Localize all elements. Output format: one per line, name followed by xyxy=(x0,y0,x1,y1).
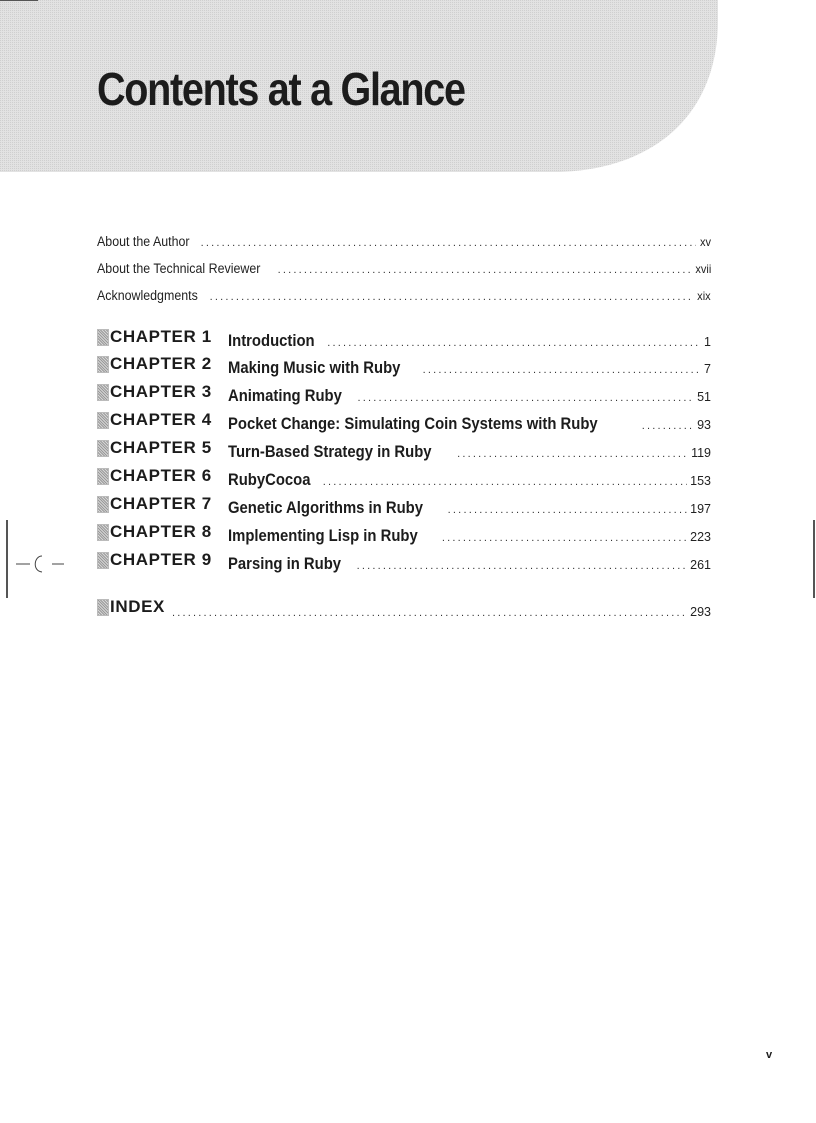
toc-chapter-7[interactable] xyxy=(97,494,711,518)
dot-leader xyxy=(210,291,694,303)
chapter-label: CHAPTER 2 xyxy=(110,354,212,373)
chapter-label: CHAPTER 7 xyxy=(110,494,212,513)
chapter-marker-icon xyxy=(97,329,109,346)
left-bracket-mark xyxy=(6,520,8,598)
chapter-marker-icon xyxy=(97,384,109,401)
chapter-marker-icon xyxy=(97,440,109,457)
chapter-page: 261 xyxy=(690,557,711,572)
chapter-title: RubyCocoa xyxy=(228,470,311,489)
chapter-title: Pocket Change: Simulating Coin Systems with Ruby xyxy=(228,414,598,433)
chapter-label: CHAPTER 6 xyxy=(110,466,212,485)
chapter-title: Turn-Based Strategy in Ruby xyxy=(228,442,432,461)
chapter-label: CHAPTER 8 xyxy=(110,522,212,541)
chapter-label: CHAPTER 1 xyxy=(110,327,212,346)
toc-chapter-5[interactable] xyxy=(97,438,711,462)
toc-chapter-1[interactable] xyxy=(97,327,711,351)
toc-chapter-3[interactable] xyxy=(97,382,711,406)
chapter-title: Parsing in Ruby xyxy=(228,554,342,573)
toc-entry-about-author[interactable] xyxy=(97,234,711,249)
crop-mark-icon xyxy=(16,551,66,577)
toc-chapter-4[interactable] xyxy=(97,410,711,434)
dot-leader xyxy=(423,364,701,376)
right-bracket-mark xyxy=(813,520,815,598)
chapter-marker-icon xyxy=(97,496,109,513)
toc-entry-title: Acknowledgments xyxy=(97,288,198,303)
chapter-label: CHAPTER 3 xyxy=(110,382,212,401)
toc-entry-technical-reviewer[interactable] xyxy=(97,261,711,276)
chapter-page: 51 xyxy=(697,389,711,404)
toc-chapter-2[interactable] xyxy=(97,354,711,378)
chapter-marker-icon xyxy=(97,468,109,485)
chapter-label: CHAPTER 4 xyxy=(110,410,212,429)
dot-leader xyxy=(448,504,687,516)
chapter-page: 7 xyxy=(704,361,711,376)
index-page: 293 xyxy=(690,604,711,619)
chapter-page: 223 xyxy=(690,529,711,544)
chapter-label: CHAPTER 5 xyxy=(110,438,212,457)
chapter-marker-icon xyxy=(97,356,109,373)
chapter-title: Making Music with Ruby xyxy=(228,358,401,377)
toc-index[interactable] xyxy=(97,597,711,619)
chapter-title: Genetic Algorithms in Ruby xyxy=(228,498,424,517)
chapter-page: 119 xyxy=(691,445,711,460)
toc-entry-title: About the Technical Reviewer xyxy=(97,261,261,276)
chapter-marker-icon xyxy=(97,552,109,569)
index-marker-icon xyxy=(97,599,109,616)
toc-chapter-9[interactable] xyxy=(97,550,711,574)
chapter-label: CHAPTER 9 xyxy=(110,550,212,569)
dot-leader xyxy=(201,237,696,249)
chapter-page: 197 xyxy=(690,501,711,516)
toc-chapter-8[interactable] xyxy=(97,522,711,546)
dot-leader xyxy=(172,607,687,619)
chapter-marker-icon xyxy=(97,412,109,429)
dot-leader xyxy=(357,560,688,572)
toc-entry-page: xvii xyxy=(695,262,711,276)
toc-entry-acknowledgments[interactable] xyxy=(97,288,711,303)
chapter-title: Introduction xyxy=(228,331,315,350)
toc-entry-title: About the Author xyxy=(97,234,190,249)
chapter-marker-icon xyxy=(97,524,109,541)
index-label: INDEX xyxy=(110,597,165,616)
dot-leader xyxy=(323,476,687,488)
dot-leader xyxy=(442,532,687,544)
chapter-title: Animating Ruby xyxy=(228,386,342,405)
dot-leader xyxy=(278,264,691,276)
dot-leader xyxy=(642,420,694,432)
chapter-page: 153 xyxy=(690,473,711,488)
toc-chapter-6[interactable] xyxy=(97,466,711,490)
dot-leader xyxy=(358,392,695,404)
chapter-page: 93 xyxy=(697,417,711,432)
toc-entry-page: xix xyxy=(697,289,711,303)
top-rule xyxy=(0,0,38,1)
dot-leader xyxy=(327,337,701,349)
chapter-page: 1 xyxy=(704,334,711,349)
page-title: Contents at a Glance xyxy=(97,63,465,115)
toc-entry-page: xv xyxy=(699,235,711,249)
dot-leader xyxy=(457,448,688,460)
chapter-title: Implementing Lisp in Ruby xyxy=(228,526,418,545)
page-number: v xyxy=(766,1049,773,1061)
